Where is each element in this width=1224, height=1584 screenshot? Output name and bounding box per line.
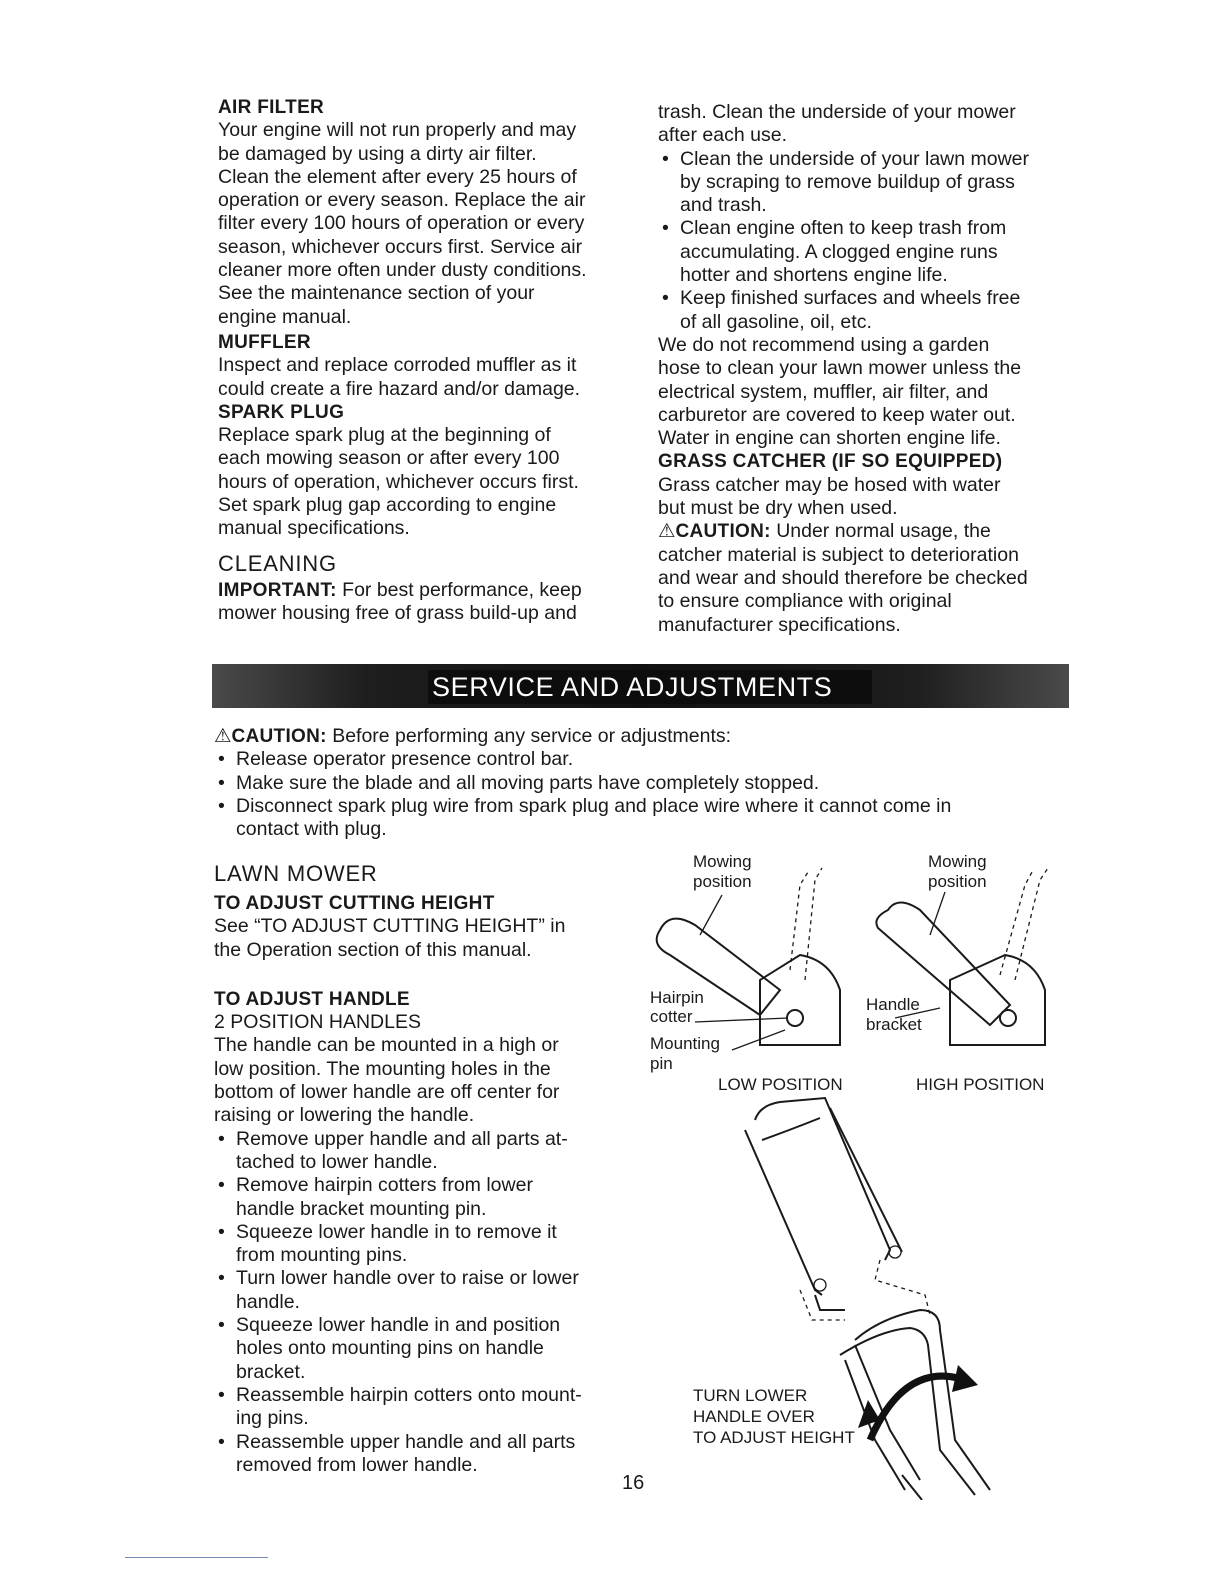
high-position-label: HIGH POSITION — [916, 1075, 1045, 1094]
adjust-handle-heading: TO ADJUST HANDLE — [214, 988, 410, 1010]
page-number: 16 — [622, 1472, 645, 1494]
list-item: • Clean engine often to keep trash from accumulating. A clogged engine runs hotter and shortens engine life. — [658, 217, 1078, 287]
footer-rule — [125, 1557, 268, 1558]
handle-bracket-label: Handle bracket — [866, 995, 922, 1034]
list-item: • Make sure the blade and all moving parts have completely stopped. — [214, 772, 1094, 795]
section-banner-title: SERVICE AND ADJUSTMENTS — [428, 670, 872, 704]
cleaning-line2: mower housing free of grass build-up and — [218, 601, 577, 624]
air-filter-heading: AIR FILTER — [218, 97, 325, 118]
handle-subheading: 2 POSITION HANDLES — [214, 1011, 421, 1034]
list-item: • Turn lower handle over to raise or lower handle. — [214, 1267, 634, 1314]
grass-catcher-caution: ⚠CAUTION: Under normal usage, the — [658, 520, 991, 543]
list-item: • Reassemble upper handle and all parts removed from lower handle. — [214, 1431, 634, 1478]
mowing-position-label-2: Mowing position — [928, 852, 987, 891]
list-item: • Clean the underside of your lawn mower by scraping to remove buildup of grass and trash. — [658, 148, 1078, 218]
low-position-label: LOW POSITION — [718, 1075, 843, 1094]
list-item: • Squeeze lower handle in to remove it from mounting pins. — [214, 1221, 634, 1268]
right-top-column: trash. Clean the underside of your mower after each use. • Clean the underside of your lawn mower by scraping to remove buildup of grass and trash. • Clean engine often to keep trash from accumulating. A clogged engine runs hotter and shortens engine life. • Keep finished surfaces and wheels free of all gasoline, oil, etc. We do not recommend using a garden hose to clean your lawn mower unless the electrical system, muffler, air filter, and carburetor are covered to keep water out. Water in engine can shorten engine life. GRASS CATCHER (IF SO EQUIPPED) Grass catcher may be hosed with water but must be dry when used. ⚠CAUTION: Under normal usage, the catcher material is subject to deterioration and wear and should therefore be checked to ensure compliance with original manufacturer specifications. — [658, 101, 1078, 637]
muffler-heading: MUFFLER — [218, 331, 311, 353]
grass-catcher-heading: GRASS CATCHER (IF SO EQUIPPED) — [658, 451, 1003, 473]
service-caution: ⚠CAUTION: Before performing any service or adjustments: • Release operator presence control bar. • Make sure the blade and all moving parts have completely stopped. • Disconnect spark plug wire from spark plug and place wire where it cannot come in contact with plug. — [214, 725, 1094, 841]
list-item: • Reassemble hairpin cotters onto mount- ing pins. — [214, 1384, 634, 1431]
cutting-height-heading: TO ADJUST CUTTING HEIGHT — [214, 893, 495, 914]
cleaning-important: IMPORTANT: For best performance, keep — [218, 578, 582, 601]
muffler-text: Inspect and replace corroded muffler as it could create a fire hazard and/or damage. — [218, 354, 581, 400]
important-label: IMPORTANT: — [218, 579, 337, 601]
warning-icon: ⚠ — [658, 520, 676, 543]
spark-plug-heading: SPARK PLUG — [218, 401, 345, 423]
list-item: • Release operator presence control bar. — [214, 748, 1094, 771]
warning-icon: ⚠ — [214, 725, 232, 747]
list-item: • Squeeze lower handle in and position holes onto mounting pins on handle bracket. — [214, 1314, 634, 1384]
list-item: • Disconnect spark plug wire from spark plug and place wire where it cannot come in contact with plug. — [214, 795, 1094, 842]
left-top-column — [218, 96, 638, 625]
lawn-mower-column: LAWN MOWER TO ADJUST CUTTING HEIGHT See “TO ADJUST CUTTING HEIGHT” in the Operation section of this manual. TO ADJUST HANDLE 2 POSITION HANDLES The handle can be mounted in a high or low position. The mounting holes in the bottom of lower handle are off center for raising or lowering the handle. • Remove upper handle and all parts at- tached to lower handle. • Remove hairpin cotters from lower handle bracket mounting pin. • Squeeze lower handle in to remove it from mounting pins. • Turn lower handle over to raise or lower handle. • Squeeze lower handle in and position holes onto mounting pins on handle bracket. • Reassemble hairpin cotters onto mount- ing pins. • Reassemble upper handle and all parts removed from lower handle. — [214, 860, 634, 1477]
cleaning-heading: CLEANING — [218, 550, 337, 576]
spark-plug-text: Replace spark plug at the beginning of each mowing season or after every 100 hours of operation, whichever occurs first. Set spark plug gap according to engine manual specifications. — [218, 424, 579, 540]
hairpin-cotter-label: Hairpin cotter — [650, 988, 704, 1026]
air-filter-text: Your engine will not run properly and may be damaged by using a dirty air filter. Clean the element after every 25 hours of operation or every season. Replace the air filter every 100 hours of operation or every season, whichever occurs first. Service air cleaner more often under dusty conditions. See the maintenance section of your engine manual. — [218, 119, 587, 328]
list-item: • Keep finished surfaces and wheels free of all gasoline, oil, etc. — [658, 287, 1078, 334]
lawn-mower-heading: LAWN MOWER — [214, 861, 378, 886]
hose-paragraph: We do not recommend using a garden hose to clean your lawn mower unless the electrical system, muffler, air filter, and carburetor are covered to keep water out. Water in engine can shorten engine life. — [658, 333, 1022, 450]
turn-lower-label: TURN LOWER HANDLE OVER TO ADJUST HEIGHT — [693, 1386, 855, 1447]
list-item: • Remove hairpin cotters from lower handle bracket mounting pin. — [214, 1174, 634, 1221]
mowing-position-label-1: Mowing position — [693, 852, 752, 891]
mounting-pin-label: Mounting pin — [650, 1034, 720, 1073]
list-item: • Remove upper handle and all parts at- tached to lower handle. — [214, 1128, 634, 1175]
